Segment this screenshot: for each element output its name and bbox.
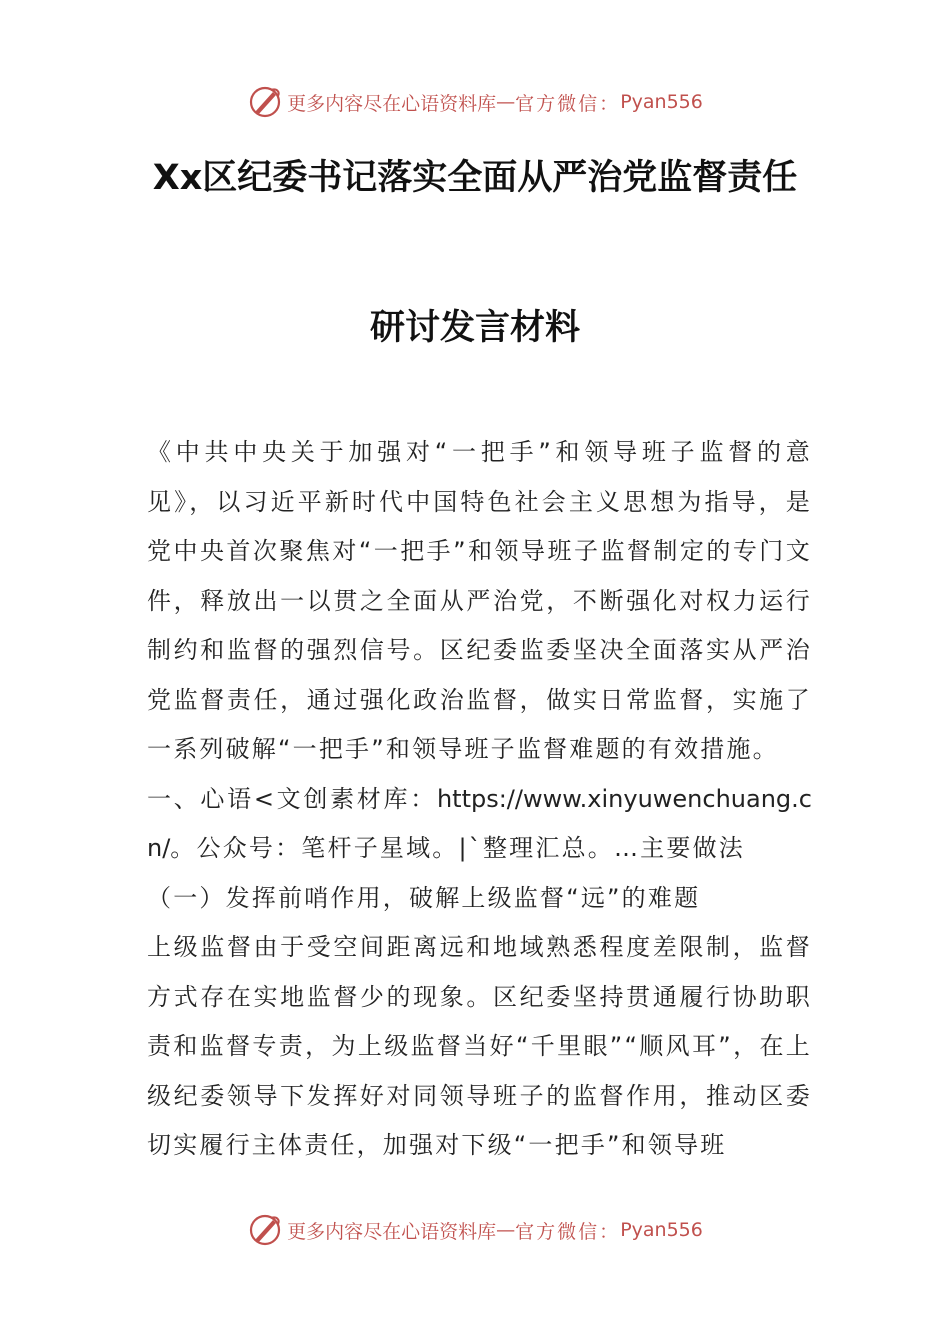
header-banner: [0, 82, 950, 122]
section-url-link[interactable]: https://www.xinyuwenchuang.cn/: [147, 784, 812, 862]
footer-banner: [0, 1210, 950, 1250]
body-paragraph-2: 上级监督由于受空间距离远和地域熟悉程度差限制，监督方式存在实地监督少的现象。区纪委坚持贯通履行协助职责和监督专责，为上级监督当好“千里眼”“顺风耳”，在上级纪委领导下发挥好对同领导班子的监督作用，推动区委切实履行主体责任，加强对下级“一把手”和领导班: [147, 933, 812, 1159]
document-title-line2: 研讨发言材料: [369, 308, 580, 348]
banner-separator: —: [496, 1219, 516, 1241]
banner-official-label: 官方微信：: [515, 1220, 621, 1243]
banner-site-text: 更多内容尽在心语资料库: [287, 92, 497, 115]
banner-site-text: 更多内容尽在心语资料库: [287, 1220, 497, 1243]
banner-wechat-id: Pyan556: [620, 91, 703, 113]
document-title-line1: Xx区纪委书记落实全面从严治党监督责任: [152, 158, 798, 198]
quill-logo-icon: [247, 1212, 283, 1248]
quill-logo-icon: [247, 84, 283, 120]
banner-separator: —: [496, 91, 516, 113]
section-heading: [147, 775, 812, 874]
banner-wechat-id: Pyan556: [620, 1219, 703, 1241]
subheading: （一）发挥前哨作用，破解上级监督“远”的难题: [147, 883, 701, 912]
banner-official-label: 官方微信：: [515, 92, 621, 115]
section-suffix: 。公众号：笔杆子星域。|`整理汇总。…主要做法: [170, 834, 745, 862]
section-prefix: 一、心语<文创素材库：: [147, 784, 437, 813]
document-body: [147, 428, 812, 1171]
intro-paragraph: 《中共中央关于加强对“一把手”和领导班子监督的意见》，以习近平新时代中国特色社会主义思想为指导，是党中央首次聚焦对“一把手”和领导班子监督制定的专门文件，释放出一以贯之全面从严治党，不断强化对权力运行制约和监督的强烈信号。区纪委监委坚决全面落实从严治党监督责任，通过强化政治监督，做实日常监督，实施了一系列破解“一把手”和领导班子监督难题的有效措施。: [147, 438, 812, 763]
